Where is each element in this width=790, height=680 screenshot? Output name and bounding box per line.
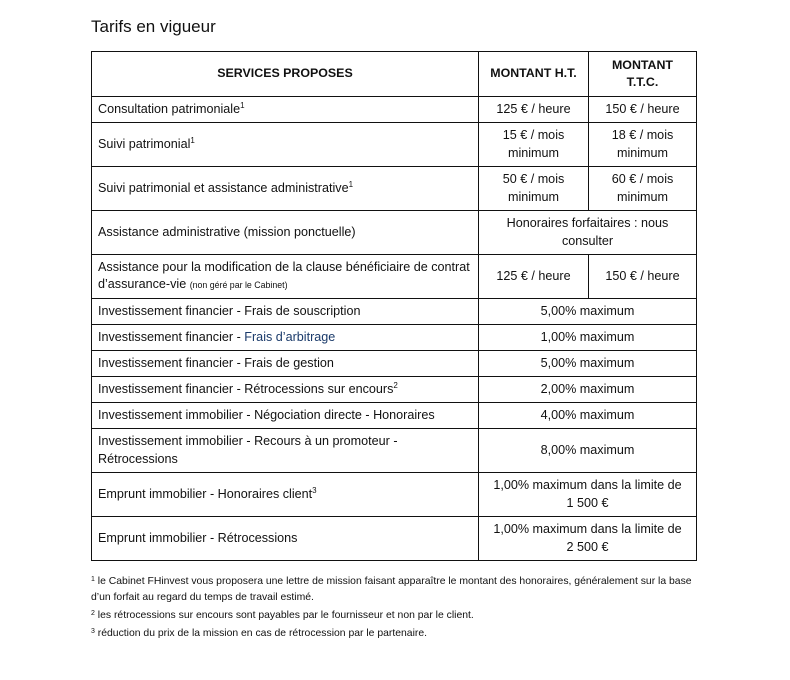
table-row [92, 517, 697, 561]
merged-price-cell [479, 517, 697, 561]
ht-cell: 125 € / heure [479, 255, 589, 299]
ttc-cell: 150 € / heure [589, 255, 697, 299]
service-cell [92, 429, 479, 473]
merged-price-cell: 1,00% maximum [479, 325, 697, 351]
service-cell [92, 255, 479, 299]
service-label-a: Investissement financier - [98, 329, 245, 344]
service-label: Consultation patrimoniale [98, 101, 241, 116]
footnote-mark: 3 [91, 627, 95, 635]
service-label: Investissement immobilier - Recours à un promoteur - Rétrocessions [98, 434, 398, 466]
header-services: SERVICES PROPOSES [92, 52, 479, 97]
ht-value: 15 € / mois minimum [502, 128, 565, 160]
merged-price-cell [479, 473, 697, 517]
merged-price-cell: 4,00% maximum [479, 403, 697, 429]
table-row [92, 429, 697, 473]
service-label-a: Investissement financier - [98, 355, 245, 370]
ht-value: 50 € / mois minimum [502, 172, 565, 204]
merged-price-cell: 5,00% maximum [479, 351, 697, 377]
footnote-text: réduction du prix de la mission en cas de rétrocession par le partenaire. [94, 627, 428, 639]
merged-price-cell: 2,00% maximum [479, 377, 697, 403]
service-cell [92, 123, 479, 167]
header-montant-ttc-label: MONTANT T.T.C. [611, 57, 674, 89]
page-title: Tarifs en vigueur [91, 17, 216, 36]
table-row [92, 351, 697, 377]
service-label-b: Frais de gestion [244, 355, 334, 370]
service-label: Investissement financier - Rétrocessions sur encours [98, 381, 394, 396]
merged-price-cell: 8,00% maximum [479, 429, 697, 473]
table-row [92, 97, 697, 123]
service-cell [92, 299, 479, 325]
ht-cell [479, 123, 589, 167]
footnote-ref: 1 [190, 135, 195, 145]
tarifs-table [91, 51, 697, 561]
merged-value-line2: 2 500 € [566, 539, 609, 554]
merged-value-line1: 1,00% maximum dans la limite de [493, 478, 682, 492]
service-label: Assistance pour la modification de la clause bénéficiaire de contrat d’assurance-vie [98, 259, 470, 291]
ttc-cell [589, 123, 697, 167]
table-row [92, 299, 697, 325]
footnote-ref: 1 [348, 179, 354, 189]
footnote-ref: 3 [312, 485, 317, 495]
ttc-value: 60 € / mois minimum [611, 172, 674, 204]
ttc-cell: 150 € / heure [589, 97, 697, 123]
table-row [92, 255, 697, 299]
table-row [92, 325, 697, 351]
merged-price-cell [479, 211, 697, 255]
service-cell [92, 351, 479, 377]
footnote-mark: 1 [91, 576, 95, 583]
footnote-2 [91, 608, 701, 624]
service-label-b: Frais d’arbitrage [244, 329, 336, 344]
merged-value-line2: 1 500 € [566, 495, 609, 510]
footnote-mark: 2 [91, 609, 95, 617]
service-label: Emprunt immobilier - Honoraires client [98, 486, 313, 501]
service-cell: Emprunt immobilier - Rétrocessions [92, 517, 479, 561]
footnotes [91, 574, 701, 644]
footnote-3 [91, 626, 701, 642]
merged-price-cell: 5,00% maximum [479, 299, 697, 325]
table-row [92, 167, 697, 211]
ttc-value: 18 € / mois minimum [611, 128, 674, 160]
service-cell: Assistance administrative (mission ponctuelle) [92, 211, 479, 255]
service-cell [92, 473, 479, 517]
table-row [92, 123, 697, 167]
merged-value: Honoraires forfaitaires : nous consulter [506, 216, 669, 248]
service-cell [92, 325, 479, 351]
table-row [92, 473, 697, 517]
table-header-row [92, 52, 697, 97]
service-label: Suivi patrimonial [98, 136, 191, 151]
service-label-b: Frais de souscription [244, 303, 361, 318]
service-cell: Investissement immobilier - Négociation directe - Honoraires [92, 403, 479, 429]
footnote-text: le Cabinet FHinvest vous proposera une lettre de mission faisant apparaître le montant des honoraires, généralement sur la base d’un forfait au regard du temps de travail estimé. [91, 576, 692, 603]
header-montant-ttc [589, 52, 697, 97]
table-row [92, 211, 697, 255]
service-cell [92, 167, 479, 211]
service-note: (non géré par le Cabinet) [189, 280, 288, 290]
service-cell [92, 97, 479, 123]
ht-cell: 125 € / heure [479, 97, 589, 123]
merged-value-line1: 1,00% maximum dans la limite de [493, 522, 682, 536]
footnote-ref: 2 [393, 380, 398, 390]
ht-cell [479, 167, 589, 211]
header-montant-ht: MONTANT H.T. [479, 52, 589, 97]
table-row [92, 403, 697, 429]
footnote-1 [91, 574, 701, 605]
service-label: Suivi patrimonial et assistance administrative [98, 180, 349, 195]
footnote-text: les rétrocessions sur encours sont payables par le fournisseur et non par le client. [94, 609, 474, 621]
ttc-cell [589, 167, 697, 211]
table-row [92, 377, 697, 403]
service-cell [92, 377, 479, 403]
service-label-a: Investissement financier - [98, 303, 245, 318]
footnote-ref: 1 [240, 100, 245, 110]
